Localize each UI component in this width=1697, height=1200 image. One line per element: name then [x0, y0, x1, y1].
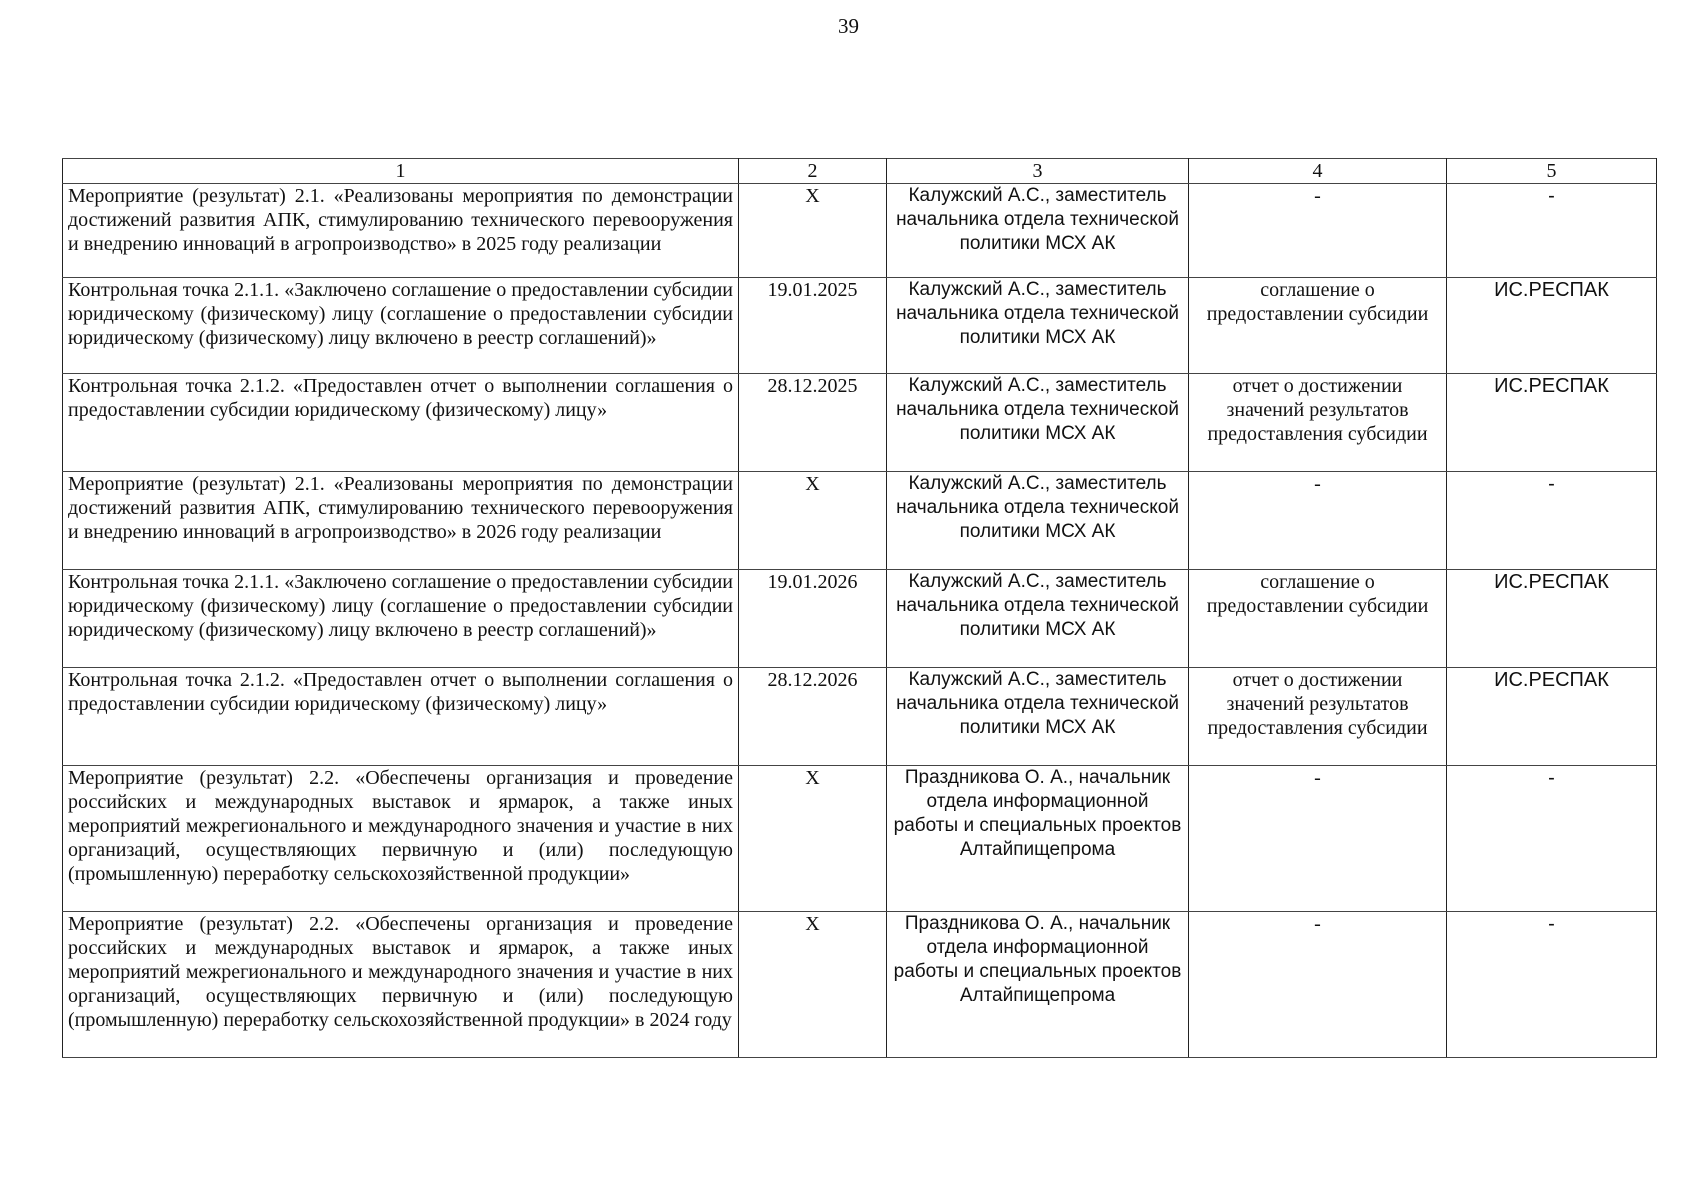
document-type: соглашение о предоставлении субсидии [1189, 278, 1447, 374]
document-type: отчет о достижении значений результатов предоставления субсидии [1189, 668, 1447, 766]
due-date: X [739, 912, 887, 1058]
information-system: ИС.РЕСПАК [1447, 570, 1657, 668]
due-date: 28.12.2026 [739, 668, 887, 766]
table-row [63, 184, 1657, 278]
column-number-5: 5 [1447, 159, 1657, 184]
responsible-person: Калужский А.С., заместитель начальника отдела технической политики МСХ АК [887, 184, 1189, 278]
measure-description: Мероприятие (результат) 2.1. «Реализованы мероприятия по демонстрации достижений развития АПК, стимулированию технического перевооружения и внедрению инноваций в агропроизводство» в 2026 году реализации [63, 472, 739, 570]
information-system: ИС.РЕСПАК [1447, 374, 1657, 472]
table-row [63, 766, 1657, 912]
measure-description: Контрольная точка 2.1.1. «Заключено соглашение о предоставлении субсидии юридическому (физическому) лицу (соглашение о предоставлении субсидии юридическому (физическому) лицу включено в реестр соглашений)» [63, 278, 739, 374]
table-row [63, 912, 1657, 1058]
table-header-row [63, 159, 1657, 184]
due-date: 19.01.2025 [739, 278, 887, 374]
measure-description: Контрольная точка 2.1.2. «Предоставлен отчет о выполнении соглашения о предоставлении субсидии юридическому (физическому) лицу» [63, 668, 739, 766]
information-system: - [1447, 766, 1657, 912]
responsible-person: Калужский А.С., заместитель начальника отдела технической политики МСХ АК [887, 668, 1189, 766]
due-date: 19.01.2026 [739, 570, 887, 668]
responsible-person: Калужский А.С., заместитель начальника отдела технической политики МСХ АК [887, 278, 1189, 374]
due-date: X [739, 472, 887, 570]
measure-description: Мероприятие (результат) 2.1. «Реализованы мероприятия по демонстрации достижений развития АПК, стимулированию технического перевооружения и внедрению инноваций в агропроизводство» в 2025 году реализации [63, 184, 739, 278]
responsible-person: Праздникова О. А., начальник отдела информационной работы и специальных проектов Алтайпищепрома [887, 766, 1189, 912]
measure-description: Мероприятие (результат) 2.2. «Обеспечены организация и проведение российских и международных выставок и ярмарок, а также иных мероприятий межрегионального и международного значения и участие в них организаций, осуществляющих первичную и (или) последующую (промышленную) переработку сельскохозяйственной продукции» в 2024 году [63, 912, 739, 1058]
information-system: - [1447, 472, 1657, 570]
measure-description: Контрольная точка 2.1.1. «Заключено соглашение о предоставлении субсидии юридическому (физическому) лицу (соглашение о предоставлении субсидии юридическому (физическому) лицу включено в реестр соглашений)» [63, 570, 739, 668]
responsible-person: Калужский А.С., заместитель начальника отдела технической политики МСХ АК [887, 374, 1189, 472]
table-row [63, 472, 1657, 570]
responsible-person: Калужский А.С., заместитель начальника отдела технической политики МСХ АК [887, 570, 1189, 668]
responsible-person: Калужский А.С., заместитель начальника отдела технической политики МСХ АК [887, 472, 1189, 570]
due-date: X [739, 184, 887, 278]
information-system: ИС.РЕСПАК [1447, 278, 1657, 374]
responsible-person: Праздникова О. А., начальник отдела информационной работы и специальных проектов Алтайпищепрома [887, 912, 1189, 1058]
page-number: 39 [838, 14, 859, 38]
column-number-1: 1 [63, 159, 739, 184]
document-type: - [1189, 472, 1447, 570]
measures-table [62, 158, 1657, 1058]
due-date: X [739, 766, 887, 912]
document-type: - [1189, 912, 1447, 1058]
document-type: соглашение о предоставлении субсидии [1189, 570, 1447, 668]
table-row [63, 278, 1657, 374]
table-row [63, 374, 1657, 472]
measure-description: Мероприятие (результат) 2.2. «Обеспечены организация и проведение российских и международных выставок и ярмарок, а также иных мероприятий межрегионального и международного значения и участие в них организаций, осуществляющих первичную и (или) последующую (промышленную) переработку сельскохозяйственной продукции» [63, 766, 739, 912]
information-system: - [1447, 912, 1657, 1058]
column-number-2: 2 [739, 159, 887, 184]
information-system: - [1447, 184, 1657, 278]
due-date: 28.12.2025 [739, 374, 887, 472]
column-number-4: 4 [1189, 159, 1447, 184]
column-number-3: 3 [887, 159, 1189, 184]
measure-description: Контрольная точка 2.1.2. «Предоставлен отчет о выполнении соглашения о предоставлении субсидии юридическому (физическому) лицу» [63, 374, 739, 472]
document-type: отчет о достижении значений результатов предоставления субсидии [1189, 374, 1447, 472]
table-row [63, 668, 1657, 766]
table-row [63, 570, 1657, 668]
document-type: - [1189, 766, 1447, 912]
document-type: - [1189, 184, 1447, 278]
information-system: ИС.РЕСПАК [1447, 668, 1657, 766]
